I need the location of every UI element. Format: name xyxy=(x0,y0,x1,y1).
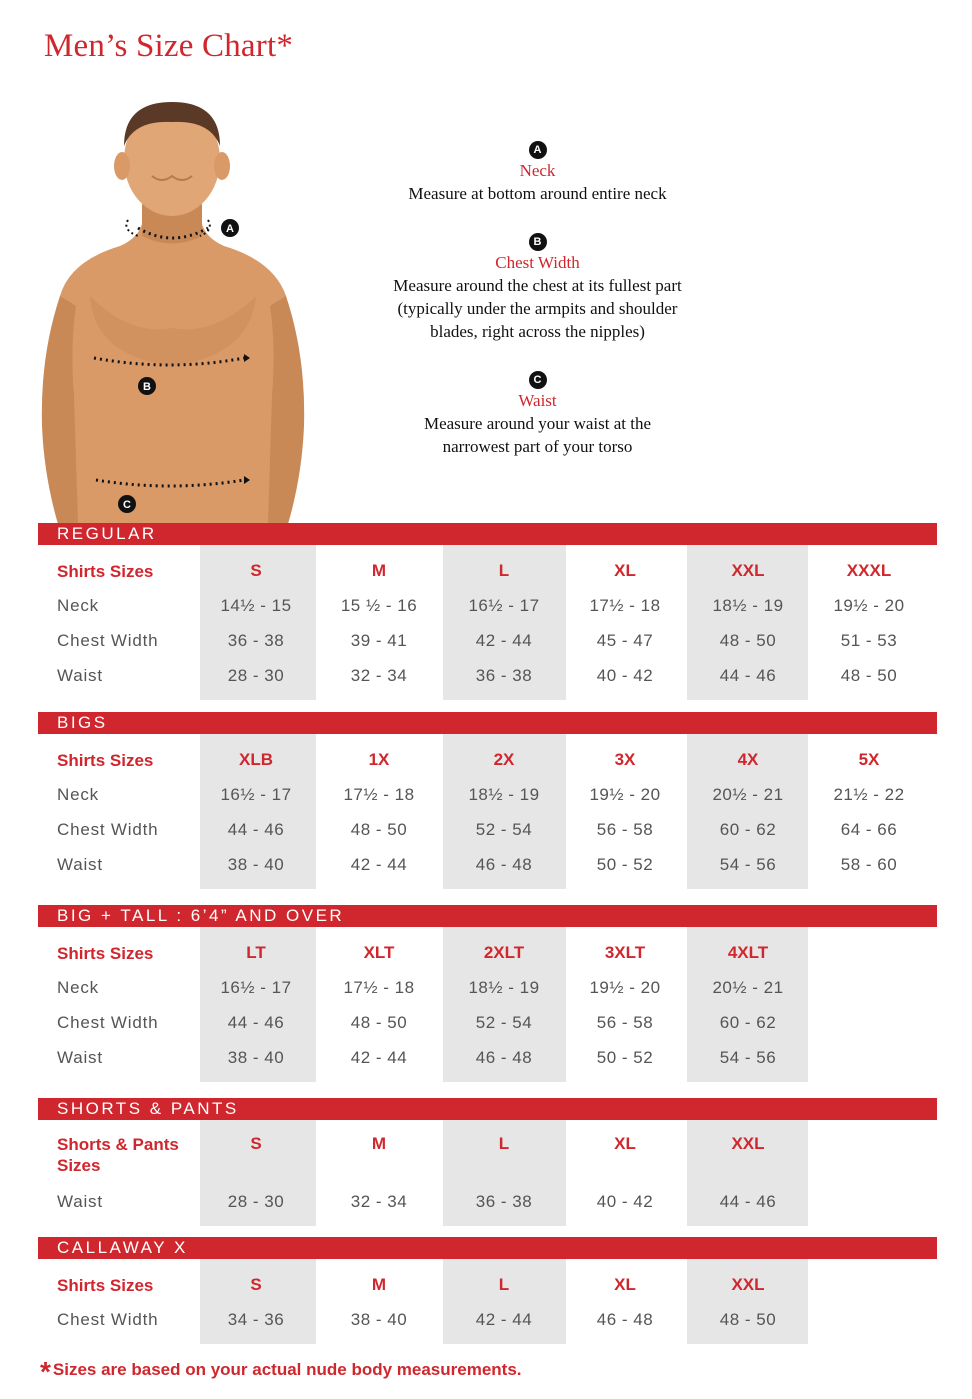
measure-value: 16½ - 17 xyxy=(220,785,292,804)
measure-value: 17½ - 18 xyxy=(343,785,415,804)
size-label: M xyxy=(371,1275,387,1294)
size-label: 5X xyxy=(858,750,880,769)
measure-value: 45 - 47 xyxy=(596,631,654,650)
measure-value: 44 - 46 xyxy=(227,1013,285,1032)
measure-row-label: Neck xyxy=(57,785,99,804)
size-label: L xyxy=(498,561,510,580)
measure-value: 42 - 44 xyxy=(350,1048,408,1067)
badge-b-icon: B xyxy=(529,233,547,251)
measure-value: 20½ - 21 xyxy=(712,785,784,804)
measure-value: 19½ - 20 xyxy=(833,596,905,615)
measure-value: 17½ - 18 xyxy=(343,978,415,997)
measure-row-label: Chest Width xyxy=(57,820,159,839)
measure-value: 44 - 46 xyxy=(719,1192,777,1211)
size-label: 2XLT xyxy=(483,943,525,962)
size-row-header: Shirts Sizes xyxy=(57,944,154,963)
measure-value: 19½ - 20 xyxy=(589,978,661,997)
guide-desc-line: Measure around the chest at its fullest part xyxy=(393,276,682,295)
measure-value: 48 - 50 xyxy=(350,820,408,839)
measure-row-label: Waist xyxy=(57,855,103,874)
measure-value: 21½ - 22 xyxy=(833,785,905,804)
svg-text:C: C xyxy=(123,499,131,511)
measure-value: 48 - 50 xyxy=(719,631,777,650)
section-heading: BIG + TALL : 6’4” AND OVER xyxy=(38,905,937,927)
size-section xyxy=(38,1098,937,1226)
size-label: 2X xyxy=(493,750,515,769)
measure-value: 42 - 44 xyxy=(475,631,533,650)
measure-value: 38 - 40 xyxy=(227,1048,285,1067)
measure-value: 19½ - 20 xyxy=(589,785,661,804)
guide-desc-line: Measure around your waist at the xyxy=(423,414,652,433)
measure-value: 16½ - 17 xyxy=(220,978,292,997)
size-label: M xyxy=(371,1134,387,1153)
measure-value: 58 - 60 xyxy=(840,855,898,874)
measure-value: 46 - 48 xyxy=(475,855,533,874)
section-heading: SHORTS & PANTS xyxy=(38,1098,937,1120)
measure-value: 50 - 52 xyxy=(596,855,654,874)
measure-value: 60 - 62 xyxy=(719,820,777,839)
size-label: 4X xyxy=(737,750,759,769)
badge-a-icon: A xyxy=(529,141,547,159)
guide-desc-line: Measure at bottom around entire neck xyxy=(408,184,667,203)
measure-value: 16½ - 17 xyxy=(468,596,540,615)
measure-value: 18½ - 19 xyxy=(468,785,540,804)
section-heading: CALLAWAY X xyxy=(38,1237,937,1259)
measure-value: 42 - 44 xyxy=(350,855,408,874)
size-label: S xyxy=(250,1275,262,1294)
size-section xyxy=(38,712,937,889)
size-row-header: Shorts & Pants Sizes xyxy=(57,1135,179,1175)
measure-value: 18½ - 19 xyxy=(468,978,540,997)
measure-value: 54 - 56 xyxy=(719,1048,777,1067)
measure-value: 46 - 48 xyxy=(596,1310,654,1329)
measure-value: 36 - 38 xyxy=(227,631,285,650)
guide-name: Chest Width xyxy=(495,253,580,272)
size-label: XLB xyxy=(239,750,273,769)
footnote xyxy=(40,1356,522,1388)
size-label: 3XLT xyxy=(604,943,646,962)
size-label: 1X xyxy=(368,750,390,769)
size-label: XLT xyxy=(363,943,395,962)
measure-row-label: Neck xyxy=(57,596,99,615)
measure-value: 56 - 58 xyxy=(596,820,654,839)
section-heading: BIGS xyxy=(38,712,937,734)
size-label: XL xyxy=(614,1275,636,1294)
measure-value: 18½ - 19 xyxy=(712,596,784,615)
measure-value: 48 - 50 xyxy=(719,1310,777,1329)
measure-value: 39 - 41 xyxy=(350,631,408,650)
guide-waist xyxy=(340,370,735,458)
measure-row-label: Chest Width xyxy=(57,631,159,650)
measure-value: 32 - 34 xyxy=(350,666,408,685)
size-label: XXXL xyxy=(846,561,892,580)
guide-desc-line: narrowest part of your torso xyxy=(442,437,633,456)
size-label: M xyxy=(371,561,387,580)
size-row-header: Shirts Sizes xyxy=(57,562,154,581)
measure-value: 14½ - 15 xyxy=(220,596,292,615)
measure-value: 44 - 46 xyxy=(227,820,285,839)
size-label: XXL xyxy=(731,1134,765,1153)
guide-name: Waist xyxy=(518,391,557,410)
measure-row-label: Waist xyxy=(57,666,103,685)
shaded-column xyxy=(687,1259,808,1344)
footnote-text: Sizes are based on your actual nude body measurements. xyxy=(52,1360,522,1379)
size-label: XXL xyxy=(731,1275,765,1294)
measure-value: 34 - 36 xyxy=(227,1310,285,1329)
guide-chest xyxy=(340,232,735,343)
measure-value: 36 - 38 xyxy=(475,1192,533,1211)
measure-value: 51 - 53 xyxy=(840,631,898,650)
measure-value: 36 - 38 xyxy=(475,666,533,685)
section-heading: REGULAR xyxy=(38,523,937,545)
measure-value: 20½ - 21 xyxy=(712,978,784,997)
measure-value: 40 - 42 xyxy=(596,1192,654,1211)
size-label: 3X xyxy=(614,750,636,769)
size-section xyxy=(38,1237,937,1344)
measure-value: 52 - 54 xyxy=(475,1013,533,1032)
guide-desc-line: (typically under the armpits and shoulder xyxy=(397,299,678,318)
marker-b-icon xyxy=(138,377,156,395)
measure-value: 48 - 50 xyxy=(840,666,898,685)
measure-value: 17½ - 18 xyxy=(589,596,661,615)
measure-value: 50 - 52 xyxy=(596,1048,654,1067)
measure-value: 42 - 44 xyxy=(475,1310,533,1329)
size-label: XXL xyxy=(731,561,765,580)
guide-neck xyxy=(340,140,735,205)
size-label: S xyxy=(250,561,262,580)
measure-value: 40 - 42 xyxy=(596,666,654,685)
measure-value: 38 - 40 xyxy=(350,1310,408,1329)
size-label: L xyxy=(498,1134,510,1153)
page-title: Men’s Size Chart* xyxy=(44,28,294,64)
shaded-column xyxy=(200,1259,316,1344)
measure-row-label: Chest Width xyxy=(57,1013,159,1032)
guide-name: Neck xyxy=(519,161,556,180)
measure-value: 56 - 58 xyxy=(596,1013,654,1032)
footnote-star: * xyxy=(40,1356,51,1387)
measure-value: 15 ½ - 16 xyxy=(340,596,418,615)
size-section xyxy=(38,523,937,700)
size-label: L xyxy=(498,1275,510,1294)
measure-value: 44 - 46 xyxy=(719,666,777,685)
body-measurement-figure xyxy=(30,96,330,524)
size-label: LT xyxy=(246,943,266,962)
measure-value: 46 - 48 xyxy=(475,1048,533,1067)
measure-value: 28 - 30 xyxy=(227,666,285,685)
size-section xyxy=(38,905,937,1082)
size-row-header: Shirts Sizes xyxy=(57,1276,154,1295)
size-label: XL xyxy=(614,1134,636,1153)
measure-row-label: Neck xyxy=(57,978,99,997)
size-row-header: Shirts Sizes xyxy=(57,751,154,770)
size-label: XL xyxy=(614,561,636,580)
measure-value: 38 - 40 xyxy=(227,855,285,874)
size-label: S xyxy=(250,1134,262,1153)
measure-value: 60 - 62 xyxy=(719,1013,777,1032)
measure-value: 54 - 56 xyxy=(719,855,777,874)
marker-c-icon xyxy=(118,495,136,513)
measure-row-label: Waist xyxy=(57,1048,103,1067)
measure-value: 48 - 50 xyxy=(350,1013,408,1032)
marker-a-icon xyxy=(221,219,239,237)
guide-desc-line: blades, right across the nipples) xyxy=(430,322,645,341)
measure-value: 52 - 54 xyxy=(475,820,533,839)
shaded-column xyxy=(443,1259,566,1344)
measure-value: 64 - 66 xyxy=(840,820,898,839)
svg-text:A: A xyxy=(226,223,234,235)
measure-row-label: Chest Width xyxy=(57,1310,159,1329)
measure-value: 28 - 30 xyxy=(227,1192,285,1211)
svg-text:B: B xyxy=(143,381,151,393)
measure-value: 32 - 34 xyxy=(350,1192,408,1211)
measure-row-label: Waist xyxy=(57,1192,103,1211)
badge-c-icon: C xyxy=(529,371,547,389)
size-label: 4XLT xyxy=(727,943,769,962)
